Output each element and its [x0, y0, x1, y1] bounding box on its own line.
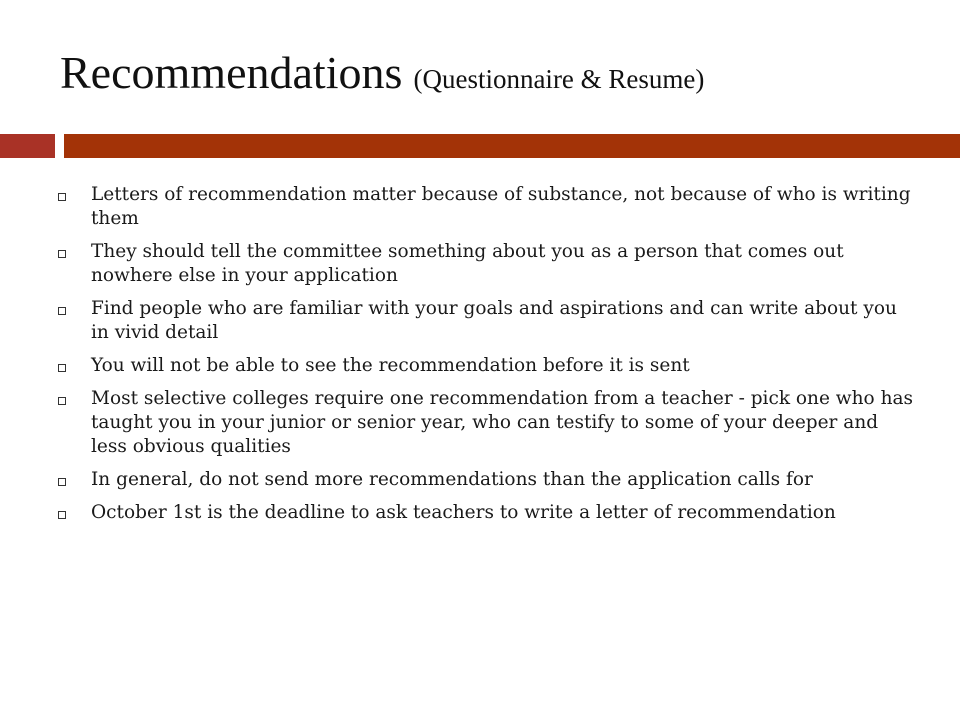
- title-main: Recommendations: [60, 47, 403, 98]
- accent-bar-right: [64, 134, 960, 158]
- square-bullet-icon: [58, 250, 66, 258]
- bullet-text: Most selective colleges require one recommendation from a teacher - pick one who has taught you in your junior or senior year, who can testify to some of your deeper and less obvious qualities: [91, 388, 914, 457]
- bullet-item: [55, 240, 915, 288]
- square-bullet-icon: [58, 193, 66, 201]
- accent-bar-left: [0, 134, 55, 158]
- square-bullet-icon: [58, 511, 66, 519]
- bullet-item: [55, 297, 915, 345]
- accent-divider: [55, 128, 64, 164]
- bullet-item: [55, 387, 915, 459]
- title-subtitle: (Questionnaire & Resume): [413, 64, 705, 94]
- bullet-text: They should tell the committee something about you as a person that comes out nowhere else in your application: [91, 241, 844, 286]
- slide-title: [60, 47, 705, 98]
- square-bullet-icon: [58, 397, 66, 405]
- bullet-text: Find people who are familiar with your goals and aspirations and can write about you in vivid detail: [91, 298, 897, 343]
- bullet-text: In general, do not send more recommendations than the application calls for: [91, 469, 813, 490]
- square-bullet-icon: [58, 307, 66, 315]
- bullet-item: [55, 501, 915, 525]
- bullet-item: [55, 354, 915, 378]
- bullet-text: Letters of recommendation matter because of substance, not because of who is writing them: [91, 184, 911, 229]
- bullet-text: You will not be able to see the recommendation before it is sent: [91, 355, 690, 376]
- bullet-item: [55, 468, 915, 492]
- square-bullet-icon: [58, 364, 66, 372]
- square-bullet-icon: [58, 478, 66, 486]
- bullet-list: [55, 183, 915, 534]
- bullet-text: October 1st is the deadline to ask teachers to write a letter of recommendation: [91, 502, 836, 523]
- bullet-item: [55, 183, 915, 231]
